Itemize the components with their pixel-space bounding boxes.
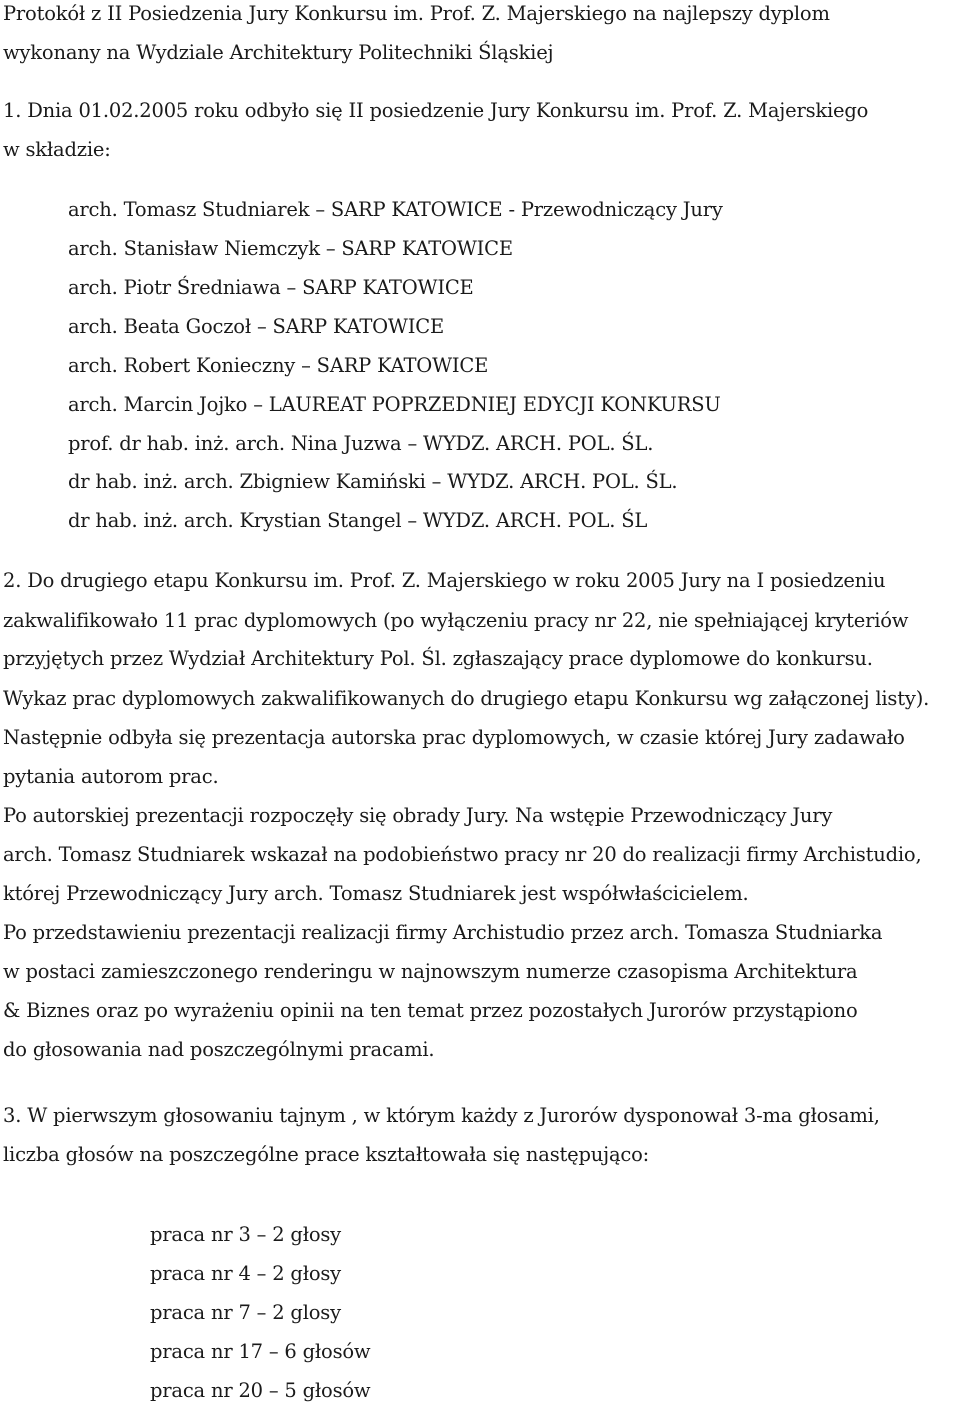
jury-member: dr hab. inż. arch. Zbigniew Kamiński – WYDZ. ARCH. POL. ŚL. [68,470,678,493]
doc-title-line-1: Protokół z II Posiedzenia Jury Konkursu im. Prof. Z. Majerskiego na najlepszy dyplom [3,2,830,25]
jury-member: arch. Piotr Średniawa – SARP KATOWICE [68,276,474,299]
vote-item: praca nr 3 – 2 głosy [150,1223,341,1246]
section2-line: Po przedstawieniu prezentacji realizacji firmy Archistudio przez arch. Tomasza Studniarka [3,921,883,944]
section2-line: arch. Tomasz Studniarek wskazał na podobieństwo pracy nr 20 do realizacji firmy Archistudio, [3,843,922,866]
section2-line: Wykaz prac dyplomowych zakwalifikowanych do drugiego etapu Konkursu wg załączonej listy). [3,687,930,710]
section1-line-1: 1. Dnia 01.02.2005 roku odbyło się II posiedzenie Jury Konkursu im. Prof. Z. Majerskiego [3,99,869,122]
section3-line: liczba głosów na poszczególne prace kształtowała się następująco: [3,1143,650,1166]
section2-line: & Biznes oraz po wyrażeniu opinii na ten temat przez pozostałych Jurorów przystąpiono [3,999,858,1022]
section1-line-2: w składzie: [3,138,111,161]
section2-line: w postaci zamieszczonego renderingu w najnowszym numerze czasopisma Architektura [3,960,858,983]
section2-line: 2. Do drugiego etapu Konkursu im. Prof. Z. Majerskiego w roku 2005 Jury na I posiedzeniu [3,569,886,592]
section3-line: 3. W pierwszym głosowaniu tajnym , w którym każdy z Jurorów dysponował 3-ma głosami, [3,1104,880,1127]
vote-item: praca nr 4 – 2 głosy [150,1262,341,1285]
vote-item: praca nr 7 – 2 glosy [150,1301,341,1324]
vote-item: praca nr 20 – 5 głosów [150,1379,371,1402]
section2-line: Po autorskiej prezentacji rozpoczęły się obrady Jury. Na wstępie Przewodniczący Jury [3,804,833,827]
section2-line: przyjętych przez Wydział Architektury Pol. Śl. zgłaszający prace dyplomowe do konkursu. [3,647,873,670]
section2-line: zakwalifikowało 11 prac dyplomowych (po wyłączeniu pracy nr 22, nie spełniającej kryteriów [3,609,909,632]
jury-member: dr hab. inż. arch. Krystian Stangel – WYDZ. ARCH. POL. ŚL [68,509,648,532]
doc-title-line-2: wykonany na Wydziale Architektury Politechniki Śląskiej [3,41,554,64]
jury-member: arch. Marcin Jojko – LAUREAT POPRZEDNIEJ EDYCJI KONKURSU [68,393,721,416]
section2-line: Następnie odbyła się prezentacja autorska prac dyplomowych, w czasie której Jury zadawało [3,726,905,749]
jury-member: arch. Beata Goczoł – SARP KATOWICE [68,315,445,338]
jury-member: prof. dr hab. inż. arch. Nina Juzwa – WYDZ. ARCH. POL. ŚL. [68,432,654,455]
section2-line: do głosowania nad poszczególnymi pracami. [3,1038,435,1061]
jury-member: arch. Stanisław Niemczyk – SARP KATOWICE [68,237,513,260]
jury-member: arch. Robert Konieczny – SARP KATOWICE [68,354,489,377]
jury-member: arch. Tomasz Studniarek – SARP KATOWICE - Przewodniczący Jury [68,198,723,221]
section2-line: której Przewodniczący Jury arch. Tomasz Studniarek jest współwłaścicielem. [3,882,749,905]
section2-line: pytania autorom prac. [3,765,219,788]
vote-item: praca nr 17 – 6 głosów [150,1340,371,1363]
